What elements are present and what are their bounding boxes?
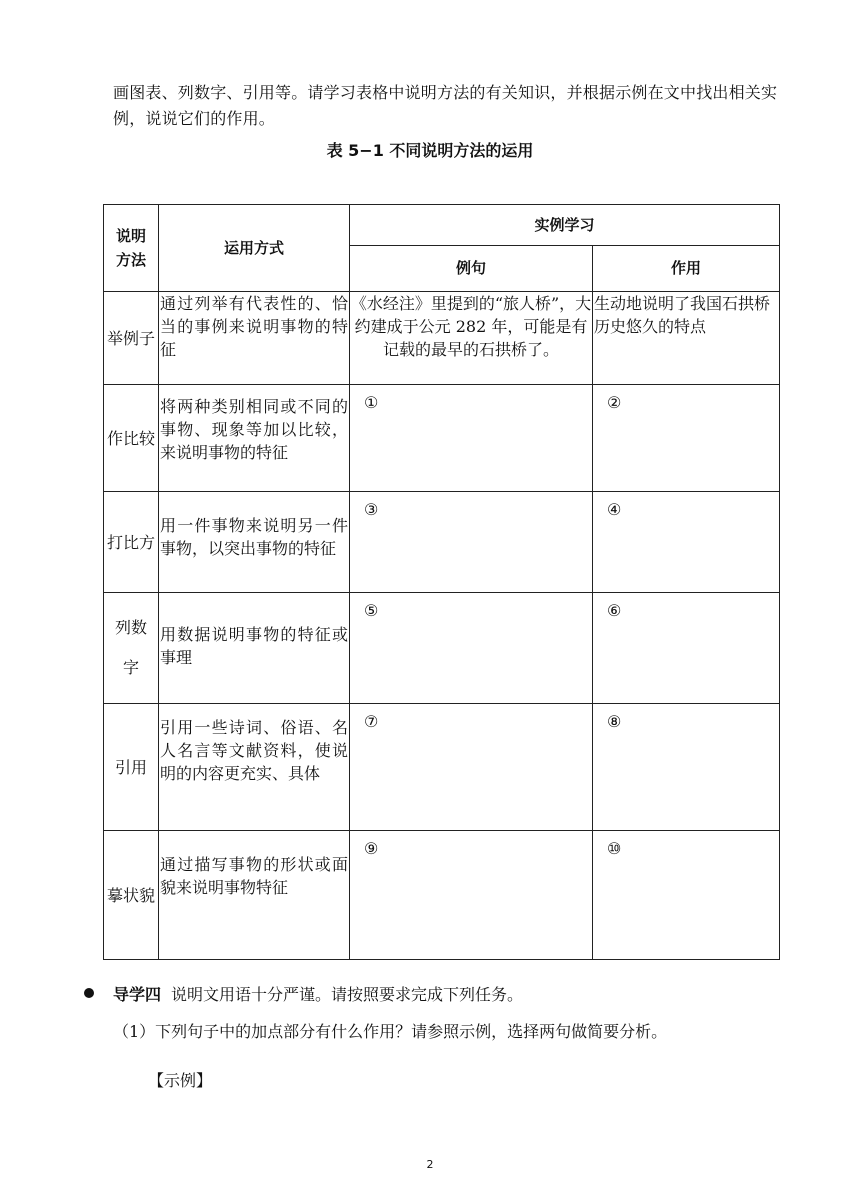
example-label: 【示例】 — [148, 1071, 213, 1090]
answer-blank-10[interactable]: ⑩ — [593, 831, 780, 960]
task-text: 说明文用语十分严谨。请按照要求完成下列任务。 — [171, 985, 524, 1004]
usage-cell: 通过描写事物的形状或面貌来说明事物特征 — [159, 831, 350, 960]
method-cell: 列数字 — [104, 593, 159, 704]
header-method: 说明方法 — [104, 205, 159, 292]
intro-paragraph: 画图表、列数字、引用等。请学习表格中说明方法的有关知识，并根据示例在文中找出相关实例，说说它们的作用。 — [113, 83, 778, 128]
usage-cell: 用数据说明事物的特征或事理 — [159, 593, 350, 704]
answer-blank-3[interactable]: ③ — [350, 492, 593, 593]
answer-blank-1[interactable]: ① — [350, 385, 593, 492]
header-usage: 运用方式 — [159, 205, 350, 292]
table-row — [104, 385, 780, 492]
table-row — [104, 831, 780, 960]
header-sample: 例句 — [350, 246, 593, 292]
method-cell: 打比方 — [104, 492, 159, 593]
method-cell: 摹状貌 — [104, 831, 159, 960]
answer-blank-4[interactable]: ④ — [593, 492, 780, 593]
answer-blank-6[interactable]: ⑥ — [593, 593, 780, 704]
table-row — [104, 492, 780, 593]
table-row — [104, 593, 780, 704]
answer-blank-9[interactable]: ⑨ — [350, 831, 593, 960]
usage-cell: 引用一些诗词、俗语、名人名言等文献资料，使说明的内容更充实、具体 — [159, 704, 350, 831]
bullet-icon — [84, 988, 94, 998]
usage-cell: 通过列举有代表性的、恰当的事例来说明事物的特征 — [159, 292, 350, 385]
answer-blank-8[interactable]: ⑧ — [593, 704, 780, 831]
header-study: 实例学习 — [350, 205, 780, 246]
header-effect: 作用 — [593, 246, 780, 292]
methods-table — [103, 204, 780, 960]
effect-cell: 生动地说明了我国石拱桥历史悠久的特点 — [593, 292, 780, 385]
usage-cell: 用一件事物来说明另一件事物，以突出事物的特征 — [159, 492, 350, 593]
answer-blank-5[interactable]: ⑤ — [350, 593, 593, 704]
method-cell: 举例子 — [104, 292, 159, 385]
table-row — [104, 704, 780, 831]
task-label: 导学四 — [113, 985, 162, 1004]
sub-question: （1）下列句子中的加点部分有什么作用？请参照示例，选择两句做简要分析。 — [113, 1022, 668, 1041]
table-row — [104, 292, 780, 385]
answer-blank-7[interactable]: ⑦ — [350, 704, 593, 831]
method-cell: 引用 — [104, 704, 159, 831]
sample-cell: 《水经注》里提到的“旅人桥”，大约建成于公元 282 年，可能是有记载的最早的石拱桥了。 — [350, 292, 593, 385]
answer-blank-2[interactable]: ② — [593, 385, 780, 492]
usage-cell: 将两种类别相同或不同的事物、现象等加以比较，来说明事物的特征 — [159, 385, 350, 492]
table-caption: 表 5−1 不同说明方法的运用 — [326, 141, 534, 160]
method-cell: 作比较 — [104, 385, 159, 492]
page-number: 2 — [426, 1158, 434, 1171]
task-heading — [113, 982, 523, 1005]
